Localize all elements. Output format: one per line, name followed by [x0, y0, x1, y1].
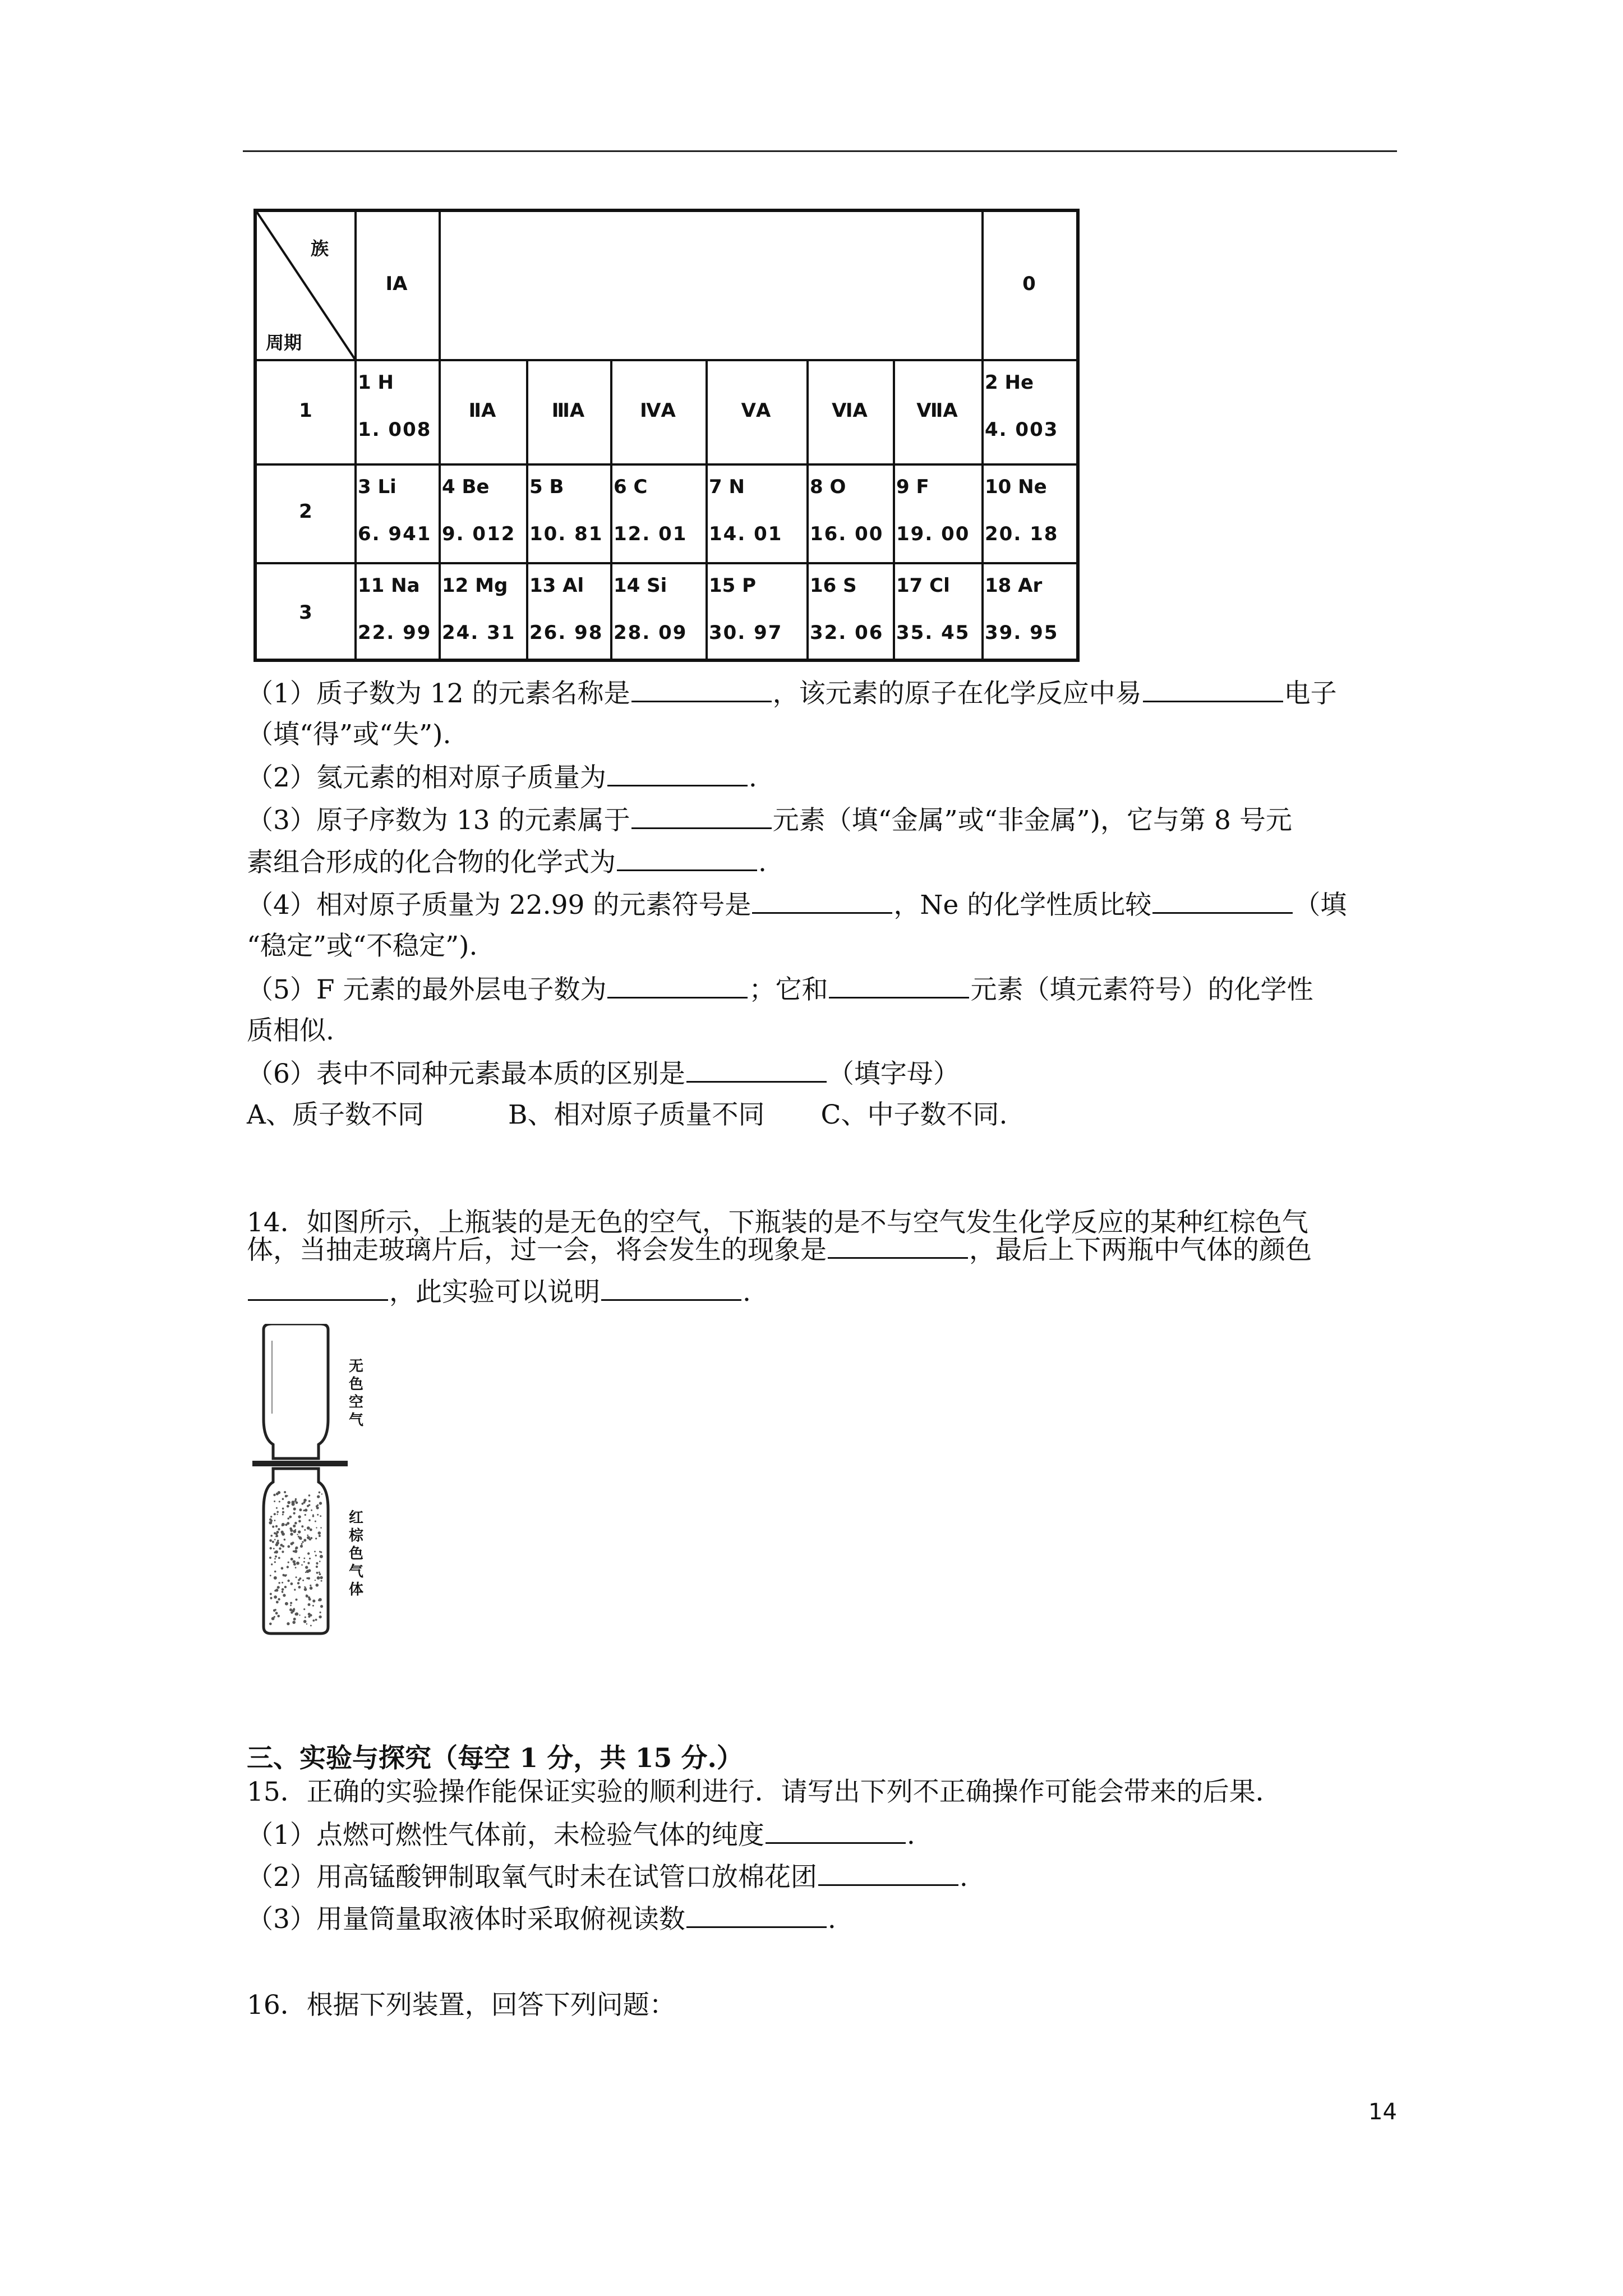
q16-stem: 16．根据下列装置，回答下列问题：: [247, 1990, 676, 2021]
answer-blank[interactable]: [1152, 887, 1293, 914]
periodic-table: 族 周期 IA 0 1 2 3 1 H 1. 008 ⅡA ⅢA ⅣA ⅤA ⅥA ⅦA 2 He 4. 003 3 Li 6. 941 4 Be 9. 012 5 B 10. 81 6 C 12. 01 7 N 14. 01 8 O 16. 00 9 F 19. 00 10 Ne 20. 18 11 Na 22. 99 12 Mg 24. 31 13 Al 26. 98 14 Si 28. 09 15 P 30. 97 16 S 32. 06 17 Cl 35. 45 18 Ar 39. 95: [253, 209, 1080, 662]
q13-line-1: （1）质子数为 12 的元素名称是 ，该元素的原子在化学反应中易 电子: [247, 676, 1337, 711]
gas-particle: [308, 1500, 311, 1502]
option-c: C、中子数不同.: [820, 1099, 1008, 1130]
gas-particle: [305, 1508, 307, 1511]
gas-particle: [312, 1605, 314, 1607]
answer-blank[interactable]: [601, 1274, 741, 1301]
gas-particle: [299, 1577, 301, 1580]
option-b: B、相对原子质量不同: [508, 1099, 765, 1130]
gas-particle: [270, 1598, 271, 1599]
gas-particle: [320, 1576, 322, 1579]
gas-particle: [310, 1586, 313, 1590]
gas-particle: [304, 1588, 307, 1591]
gas-particle: [303, 1620, 307, 1623]
gas-particle: [299, 1531, 301, 1533]
group-header: ⅥA: [832, 399, 868, 422]
q13-line-10: （6）表中不同种元素最本质的区别是 （填字母）: [247, 1056, 960, 1091]
gas-particle: [305, 1572, 307, 1573]
gas-particle: [299, 1536, 302, 1540]
gas-particle: [282, 1591, 283, 1593]
q14-line-1: 14．如图所示，上瓶装的是无色的空气，下瓶装的是不与空气发生化学反应的某种红棕色气: [247, 1207, 1308, 1238]
q15-item-2: （2）用高锰酸钾制取氧气时未在试管口放棉花团 .: [247, 1860, 968, 1894]
gas-particle: [289, 1608, 292, 1611]
gas-particle: [310, 1625, 312, 1627]
gas-particle: [293, 1608, 295, 1609]
figure-label-top: 无色空气: [349, 1358, 364, 1429]
group-header: ⅢA: [551, 399, 585, 422]
q13-line-5: 素组合形成的化合物的化学式为 .: [247, 845, 767, 880]
gas-particle: [291, 1582, 293, 1585]
gas-particle: [300, 1545, 303, 1548]
group-header: ⅦA: [916, 399, 958, 422]
gas-particle: [308, 1569, 311, 1572]
gas-particle: [275, 1525, 278, 1527]
gas-particle: [307, 1562, 310, 1564]
gas-particle: [276, 1531, 279, 1534]
period-3-label: 3: [299, 601, 312, 624]
gas-particle: [314, 1551, 316, 1553]
gas-particle: [274, 1552, 276, 1554]
gas-particle: [308, 1504, 311, 1506]
q13-line-4: （3）原子序数为 13 的元素属于 元素（填“金属”或“非金属”)，它与第 8 号元: [247, 803, 1292, 838]
q13-options: [247, 1098, 1007, 1132]
gas-particle: [294, 1501, 296, 1502]
gas-particle: [305, 1617, 306, 1618]
gas-particle: [290, 1604, 292, 1606]
gas-particle: [276, 1535, 278, 1537]
q13-line-8: （5）F 元素的最外层电子数为 ；它和 元素（填元素符号）的化学性: [247, 972, 1313, 1007]
gas-particle: [299, 1614, 300, 1616]
gas-particle: [315, 1554, 317, 1556]
gas-particle: [319, 1572, 320, 1573]
gas-particle: [285, 1524, 287, 1526]
gas-particle: [296, 1562, 299, 1565]
gas-particle: [294, 1522, 297, 1525]
gas-particle: [308, 1616, 310, 1618]
gas-particle: [315, 1580, 316, 1581]
gas-particle: [303, 1499, 307, 1502]
gas-particle: [274, 1590, 276, 1591]
answer-blank[interactable]: [631, 676, 772, 702]
gas-particle: [319, 1535, 321, 1537]
gas-particle: [274, 1520, 276, 1521]
gas-particle: [296, 1599, 298, 1601]
gas-particle: [282, 1498, 284, 1500]
gas-particle: [283, 1594, 285, 1596]
gas-particle: [288, 1562, 289, 1563]
gas-particle: [311, 1510, 312, 1511]
gas-particle: [275, 1612, 278, 1614]
gas-particle: [306, 1577, 308, 1579]
gas-particle: [308, 1603, 311, 1606]
gas-particle: [270, 1575, 271, 1576]
gas-particle: [317, 1504, 319, 1506]
q15-stem: 15．正确的实验操作能保证实验的顺利进行．请写出下列不正确操作可能会带来的后果．: [247, 1777, 1282, 1807]
gas-particle: [316, 1563, 318, 1565]
answer-blank[interactable]: [617, 845, 757, 871]
gas-particle: [279, 1547, 281, 1549]
gas-particle: [287, 1566, 289, 1568]
figure-label-bottom: 红棕色气体: [349, 1510, 364, 1598]
answer-blank[interactable]: [686, 1902, 827, 1928]
gas-particle: [282, 1588, 284, 1591]
gas-particle: [319, 1561, 321, 1562]
gas-particle: [274, 1571, 276, 1573]
gas-particle: [316, 1572, 319, 1574]
gas-particle: [276, 1601, 279, 1604]
q13-line-9: 质相似.: [247, 1015, 334, 1046]
gas-particle: [269, 1557, 271, 1559]
answer-blank[interactable]: [248, 1274, 388, 1301]
gas-particle: [270, 1516, 272, 1517]
gas-particle: [302, 1580, 304, 1581]
answer-blank[interactable]: [828, 1232, 968, 1259]
gas-particle: [301, 1525, 303, 1527]
gas-bottles-figure: [247, 1324, 381, 1638]
gas-particle: [276, 1513, 278, 1515]
gas-particle: [275, 1556, 277, 1558]
gas-particle: [282, 1524, 284, 1526]
gas-particle: [317, 1495, 320, 1498]
period-2-label: 2: [299, 500, 312, 523]
gas-particle: [273, 1494, 275, 1496]
gas-particle: [297, 1534, 298, 1535]
group-1a-header: IA: [385, 273, 408, 295]
group-header: ⅤA: [741, 399, 771, 422]
gas-particle: [287, 1517, 289, 1520]
gas-particle: [297, 1582, 299, 1584]
gas-particle: [316, 1527, 317, 1528]
gas-particle: [307, 1526, 310, 1530]
gas-particle: [319, 1573, 321, 1575]
gas-particle: [273, 1548, 275, 1549]
gas-particle: [320, 1515, 321, 1517]
gas-particle: [281, 1544, 283, 1545]
gas-particle: [278, 1582, 280, 1584]
gas-particle: [293, 1512, 296, 1515]
gas-particle: [298, 1557, 300, 1558]
element-cell: 2 He 4. 003: [985, 371, 1059, 441]
gas-particle: [284, 1491, 286, 1493]
gas-particle: [293, 1550, 296, 1553]
gas-particle: [305, 1514, 306, 1516]
gas-particle: [303, 1608, 305, 1610]
gas-particle: [319, 1598, 322, 1602]
gas-particle: [312, 1619, 315, 1622]
answer-blank[interactable]: [631, 803, 772, 829]
gas-particle: [296, 1502, 298, 1504]
gas-particle: [309, 1539, 311, 1540]
gas-particle: [291, 1611, 293, 1613]
corner-period-label: 周期: [266, 332, 302, 353]
gas-particle: [270, 1535, 273, 1537]
gas-particle: [301, 1564, 303, 1566]
gas-particle: [278, 1557, 280, 1559]
gas-particle: [319, 1492, 321, 1494]
gas-particle: [287, 1501, 291, 1504]
gas-particle: [274, 1513, 276, 1515]
period-1-label: 1: [299, 399, 312, 422]
group-header: ⅣA: [640, 399, 676, 422]
gas-particle: [293, 1563, 296, 1566]
gas-particle: [307, 1552, 310, 1554]
gas-particle: [289, 1527, 292, 1530]
q13-line-7: “稳定”或“不稳定”).: [247, 931, 478, 961]
gas-particle: [295, 1547, 298, 1549]
answer-blank[interactable]: [686, 1056, 827, 1083]
gas-particle: [282, 1511, 284, 1513]
answer-blank[interactable]: [818, 1860, 958, 1886]
gas-particle: [303, 1558, 305, 1559]
gas-particle: [310, 1585, 311, 1586]
gas-particle: [306, 1595, 308, 1598]
gas-particle: [320, 1612, 321, 1613]
group-0-header: 0: [1022, 273, 1036, 295]
element-cell: 1 H 1. 008: [358, 371, 432, 441]
gas-particle: [298, 1515, 301, 1518]
gas-particle: [276, 1511, 279, 1513]
header-rule: [243, 150, 1397, 152]
gas-particle: [319, 1616, 321, 1618]
answer-blank[interactable]: [766, 1818, 906, 1844]
gas-particle: [281, 1567, 284, 1570]
gas-particle: [287, 1580, 289, 1582]
answer-blank[interactable]: [752, 887, 892, 914]
group-header: ⅡA: [468, 399, 496, 422]
corner-group-label: 族: [311, 238, 329, 259]
gas-particle: [293, 1560, 296, 1563]
gas-particle: [274, 1558, 276, 1559]
answer-blank[interactable]: [607, 972, 748, 999]
gas-particle: [290, 1533, 293, 1535]
gas-particle: [317, 1576, 320, 1580]
gas-particle: [321, 1580, 322, 1582]
gas-particle: [320, 1605, 323, 1608]
gas-particle: [270, 1547, 272, 1549]
gas-particle: [282, 1545, 284, 1547]
gas-particle: [317, 1514, 319, 1516]
answer-blank[interactable]: [1143, 676, 1283, 702]
gas-particle: [289, 1516, 292, 1519]
gas-particle: [319, 1502, 322, 1504]
gas-particle: [277, 1615, 280, 1618]
gas-particle: [301, 1543, 303, 1545]
gas-particle: [287, 1495, 288, 1497]
gas-particle: [309, 1558, 311, 1559]
gas-particle: [315, 1538, 317, 1539]
gas-particle: [282, 1508, 284, 1510]
gas-particle: [274, 1616, 275, 1618]
q14-line-3: ，此实验可以说明 .: [247, 1274, 751, 1309]
gas-particle: [291, 1542, 293, 1545]
gas-particle: [287, 1622, 289, 1625]
q15-item-3: （3）用量筒量取液体时采取俯视读数 .: [247, 1902, 836, 1936]
gas-particle: [291, 1558, 293, 1561]
gas-particle: [316, 1566, 318, 1568]
gas-particle: [295, 1529, 297, 1531]
gas-particle: [287, 1505, 289, 1508]
q13-line-3: （2）氦元素的相对原子质量为 .: [247, 760, 757, 795]
gas-particle: [284, 1575, 287, 1577]
gas-particle: [316, 1507, 319, 1510]
gas-particle: [276, 1507, 278, 1509]
gas-particle: [271, 1520, 273, 1521]
gas-particle: [275, 1609, 276, 1611]
gas-particle: [295, 1567, 297, 1568]
gas-particle: [320, 1555, 323, 1558]
gas-particle: [310, 1529, 312, 1531]
gas-particle: [305, 1566, 308, 1568]
gas-particle: [320, 1527, 322, 1529]
gas-particle: [274, 1501, 275, 1502]
gas-particle: [282, 1533, 285, 1536]
gas-particle: [308, 1494, 311, 1497]
gas-particle: [284, 1539, 286, 1541]
gas-particle: [312, 1515, 315, 1517]
gas-particle: [276, 1542, 279, 1545]
gas-particle: [293, 1525, 296, 1527]
answer-blank[interactable]: [829, 972, 969, 999]
gas-particle: [302, 1541, 303, 1543]
section-3-heading: 三、实验与探究（每空 1 分，共 15 分.）: [247, 1743, 743, 1774]
gas-particle: [269, 1539, 272, 1542]
gas-particle: [272, 1526, 274, 1528]
gas-particle: [277, 1540, 279, 1542]
gas-particle: [278, 1598, 280, 1600]
gas-particle: [276, 1493, 279, 1496]
gas-particle: [271, 1563, 273, 1565]
q13-line-2: （填“得”或“失”).: [247, 719, 451, 750]
page-number: 14: [1368, 2099, 1397, 2125]
gas-particle: [318, 1531, 321, 1535]
gas-particle: [304, 1529, 306, 1531]
gas-particle: [316, 1584, 319, 1587]
gas-particle: [298, 1520, 301, 1522]
gas-particle: [272, 1541, 274, 1543]
gas-particle: [298, 1586, 301, 1589]
gas-particle: [295, 1612, 298, 1616]
gas-particle: [282, 1513, 284, 1515]
gas-particle: [279, 1501, 280, 1502]
gas-particle: [282, 1550, 284, 1553]
option-a: A、质子数不同: [247, 1099, 424, 1130]
gas-particle: [270, 1593, 272, 1595]
gas-particle: [293, 1618, 296, 1621]
gas-particle: [303, 1561, 305, 1563]
q14-line-2: 体，当抽走玻璃片后，过一会，将会发生的现象是 ，最后上下两瓶中气体的颜色: [247, 1232, 1312, 1267]
gas-particle: [306, 1623, 307, 1625]
gas-particle: [310, 1537, 312, 1539]
gas-particle: [315, 1521, 316, 1522]
gas-particle: [292, 1621, 296, 1624]
gas-particle: [274, 1561, 276, 1563]
gas-particle: [287, 1545, 290, 1548]
gas-particle: [290, 1602, 292, 1604]
gas-particle: [292, 1501, 295, 1504]
gas-particle: [283, 1575, 284, 1576]
gas-particle: [308, 1598, 311, 1601]
gas-particle: [277, 1586, 280, 1589]
gas-particle: [296, 1576, 297, 1578]
gas-particle: [304, 1586, 305, 1588]
gas-particle: [274, 1576, 277, 1580]
gas-particle: [302, 1503, 304, 1505]
q13-line-6: （4）相对原子质量为 22.99 的元素符号是 ，Ne 的化学性质比较 （填: [247, 887, 1347, 922]
gas-particle: [319, 1551, 321, 1553]
gas-particle: [321, 1493, 322, 1494]
gas-particle: [307, 1535, 308, 1536]
gas-particle: [269, 1623, 272, 1626]
gas-particle: [308, 1519, 311, 1521]
gas-particle: [294, 1589, 296, 1590]
gas-particle: [274, 1539, 276, 1540]
gas-particle: [284, 1586, 287, 1588]
gas-particle: [293, 1507, 296, 1510]
gas-particle: [312, 1599, 315, 1602]
gas-particle: [315, 1619, 317, 1621]
gas-particle: [278, 1528, 280, 1530]
gas-particle: [274, 1595, 277, 1599]
gas-particle: [299, 1508, 302, 1511]
gas-particle: [282, 1582, 283, 1584]
gas-particle: [285, 1602, 288, 1605]
gas-particle: [303, 1539, 306, 1542]
gas-particle: [308, 1613, 311, 1616]
q15-item-1: （1）点燃可燃性气体前，未检验气体的纯度 .: [247, 1818, 915, 1852]
answer-blank[interactable]: [607, 760, 748, 786]
